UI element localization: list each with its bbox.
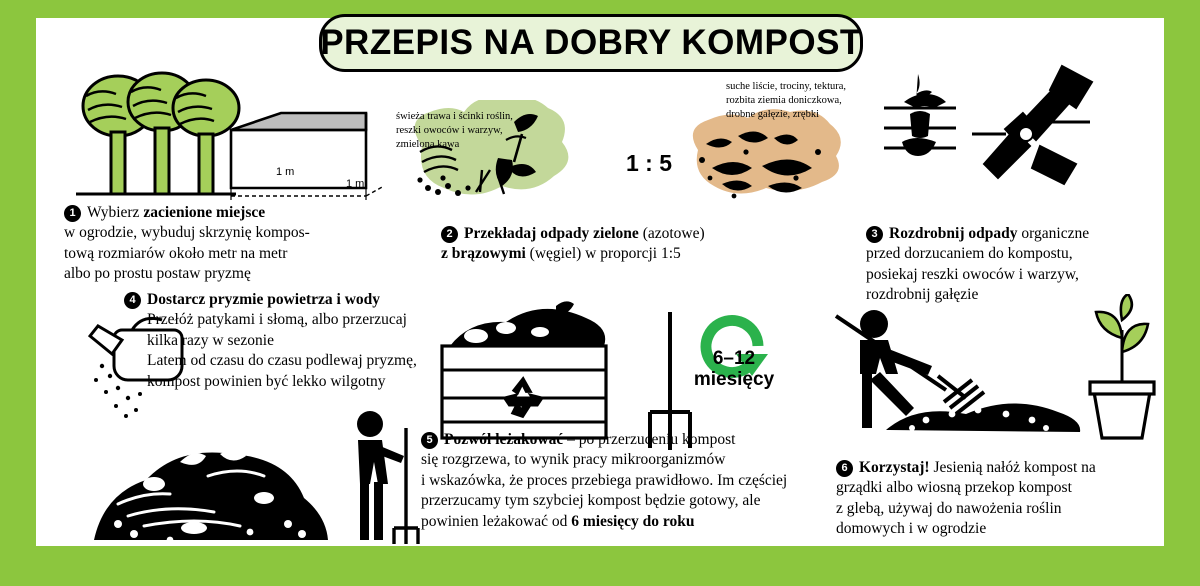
step-1-line-3: tową rozmiarów około metr na metr bbox=[64, 244, 288, 262]
step-5-line-5: powinien leżakować od 6 miesięcy do roku bbox=[421, 512, 695, 530]
person-with-fork-illustration bbox=[336, 410, 426, 550]
step-2-line-2: z brązowymi (węgiel) w proporcji 1:5 bbox=[441, 245, 681, 263]
step-6-line-2: grządki albo wiosną przekop kompost bbox=[836, 479, 1072, 497]
box-depth-label: 1 m bbox=[346, 178, 365, 190]
step-3-line-4: rozdrobnij gałęzie bbox=[866, 286, 979, 304]
step-3-line-3: posiekaj reszki owoców i warzyw, bbox=[866, 265, 1079, 283]
step-1-line-2: w ogrodzie, wybuduj skrzynię kompos- bbox=[64, 224, 310, 242]
step-3-text bbox=[866, 224, 1156, 306]
step-5-text bbox=[421, 430, 821, 532]
page-title: PRZEPIS NA DOBRY KOMPOST bbox=[320, 23, 862, 62]
green-caption-line-1: świeża trawa i ścinki roślin, bbox=[396, 111, 513, 122]
brown-caption-line-2: rozbita ziemia doniczkowa, bbox=[726, 95, 842, 107]
maturation-time-label bbox=[678, 348, 790, 391]
step-5-line-1: Pozwól leżakować – po przerzuceniu kompost bbox=[444, 431, 736, 448]
step-4-line-4: Latem od czasu do czasu podlewaj pryzmę, bbox=[147, 352, 417, 370]
step-6-line-3: z glebą, używaj do nawożenia roślin bbox=[836, 499, 1062, 517]
step-3-number: 3 bbox=[866, 226, 883, 243]
brown-waste-blob bbox=[676, 108, 856, 208]
box-width-label: 1 m bbox=[276, 166, 295, 178]
green-waste-caption bbox=[396, 110, 566, 153]
brown-caption-line-1: suche liście, trociny, tektura, bbox=[726, 81, 847, 92]
maturation-time-value: 6–12 bbox=[712, 348, 756, 369]
green-caption-line-3: zmielona kawa bbox=[396, 139, 460, 151]
compost-crate-illustration bbox=[436, 298, 616, 448]
step-4-number: 4 bbox=[124, 292, 141, 309]
step-3-line-2: przed dorzucaniem do kompostu, bbox=[866, 245, 1073, 263]
pruning-shears-illustration bbox=[966, 60, 1106, 190]
step-3-line-1: Rozdrobnij odpady organiczne bbox=[889, 225, 1090, 242]
step-2-text bbox=[441, 224, 761, 265]
apple-core-illustration bbox=[866, 68, 976, 178]
step-6-text bbox=[836, 458, 1156, 540]
step-2-number: 2 bbox=[441, 226, 458, 243]
step-4-line-5: kompost powinien być lekko wilgotny bbox=[147, 372, 386, 390]
step-5-line-4: przerzucamy tym szybciej kompost będzie gotowy, ale bbox=[421, 492, 761, 510]
step-6-line-1: Korzystaj! Jesienią nałóż kompost na bbox=[859, 459, 1096, 476]
ratio-label: 1 : 5 bbox=[626, 150, 673, 176]
potted-plant-illustration bbox=[1082, 294, 1162, 444]
gardener-with-rake-illustration bbox=[826, 298, 1086, 438]
step-4-line-3: kilka razy w sezonie bbox=[147, 331, 274, 349]
step-1-number: 1 bbox=[64, 205, 81, 222]
step-5-line-3: i wskazówka, że proces przebiega prawidłowo. Im częściej bbox=[421, 471, 788, 489]
step-1-text bbox=[64, 203, 364, 285]
compost-pile-illustration bbox=[88, 414, 338, 550]
step-5-number: 5 bbox=[421, 432, 438, 449]
brown-caption-line-3: drobne gałęzie, zrębki bbox=[726, 109, 819, 121]
step-1-line-1: Wybierz zacienione miejsce bbox=[87, 204, 266, 221]
trees-and-bin-illustration bbox=[66, 58, 386, 208]
step-4-line-2: Przełóż patykami i słomą, albo przerzucaj bbox=[147, 311, 407, 329]
green-caption-line-2: reszki owoców i warzyw, bbox=[396, 125, 503, 137]
step-1-line-4: albo po prostu postaw pryzmę bbox=[64, 265, 251, 283]
poster-title-box bbox=[319, 14, 863, 72]
step-6-line-4: domowych i w ogrodzie bbox=[836, 520, 987, 538]
step-2-line-1: Przekładaj odpady zielone (azotowe) bbox=[464, 225, 705, 242]
maturation-time-unit: miesięcy bbox=[693, 369, 775, 391]
infographic-poster bbox=[36, 18, 1164, 546]
step-6-number: 6 bbox=[836, 460, 853, 477]
step-4-text bbox=[124, 290, 454, 392]
step-5-line-2: się rozgrzewa, to wynik pracy mikroorganizmów bbox=[421, 451, 726, 469]
step-4-line-1: Dostarcz pryzmie powietrza i wody bbox=[147, 291, 381, 308]
